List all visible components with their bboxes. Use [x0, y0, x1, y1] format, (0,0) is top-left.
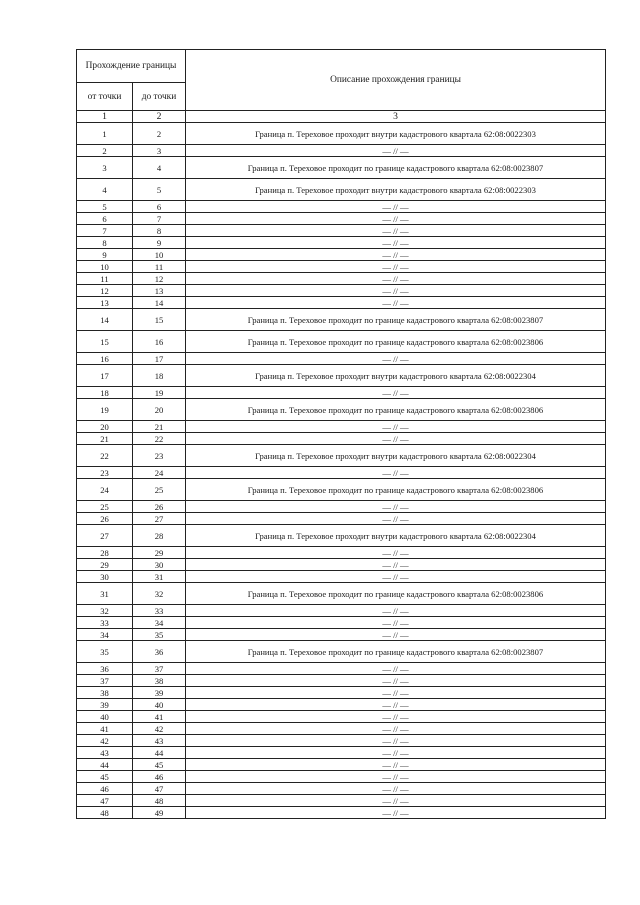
description-cell: — // —: [186, 605, 606, 617]
description-cell: Граница п. Тереховое проходит по границе кадастрового квартала 62:08:0023807: [186, 157, 606, 179]
to-point-cell: 46: [133, 771, 186, 783]
from-point-cell: 9: [77, 249, 133, 261]
from-point-cell: 44: [77, 759, 133, 771]
to-point-cell: 31: [133, 571, 186, 583]
to-point-cell: 22: [133, 433, 186, 445]
description-cell: — // —: [186, 237, 606, 249]
description-cell: — // —: [186, 735, 606, 747]
from-point-cell: 1: [77, 123, 133, 145]
table-row: [77, 547, 606, 559]
description-cell: — // —: [186, 629, 606, 641]
from-point-cell: 25: [77, 501, 133, 513]
table-row: [77, 157, 606, 179]
to-point-cell: 29: [133, 547, 186, 559]
to-point-cell: 12: [133, 273, 186, 285]
from-point-cell: 17: [77, 365, 133, 387]
table-row: [77, 309, 606, 331]
description-cell: — // —: [186, 285, 606, 297]
to-point-cell: 8: [133, 225, 186, 237]
from-point-cell: 43: [77, 747, 133, 759]
description-cell: Граница п. Тереховое проходит внутри кадастрового квартала 62:08:0022304: [186, 365, 606, 387]
table-row: [77, 513, 606, 525]
from-point-cell: 32: [77, 605, 133, 617]
to-point-cell: 26: [133, 501, 186, 513]
table-row: [77, 479, 606, 501]
table-row: [77, 353, 606, 365]
table-row: [77, 807, 606, 819]
to-point-cell: 40: [133, 699, 186, 711]
to-point-cell: 23: [133, 445, 186, 467]
to-point-cell: 21: [133, 421, 186, 433]
description-cell: — // —: [186, 747, 606, 759]
table-row: [77, 285, 606, 297]
to-point-cell: 48: [133, 795, 186, 807]
description-cell: — // —: [186, 547, 606, 559]
table-row: [77, 433, 606, 445]
table-row: [77, 201, 606, 213]
from-point-cell: 12: [77, 285, 133, 297]
description-cell: Граница п. Тереховое проходит по границе кадастрового квартала 62:08:0023807: [186, 641, 606, 663]
column-number-1: 1: [77, 111, 133, 123]
table-row: [77, 467, 606, 479]
table-row: [77, 399, 606, 421]
from-point-cell: 14: [77, 309, 133, 331]
boundary-description-table: [76, 49, 606, 819]
to-point-cell: 10: [133, 249, 186, 261]
table-row: [77, 699, 606, 711]
to-point-cell: 2: [133, 123, 186, 145]
from-point-cell: 45: [77, 771, 133, 783]
from-point-cell: 24: [77, 479, 133, 501]
description-cell: — // —: [186, 501, 606, 513]
from-point-cell: 5: [77, 201, 133, 213]
to-point-cell: 41: [133, 711, 186, 723]
from-point-cell: 47: [77, 795, 133, 807]
from-point-cell: 46: [77, 783, 133, 795]
from-point-cell: 31: [77, 583, 133, 605]
to-point-cell: 18: [133, 365, 186, 387]
to-point-cell: 36: [133, 641, 186, 663]
table-body: [77, 123, 606, 819]
from-point-cell: 6: [77, 213, 133, 225]
to-point-header: до точки: [133, 83, 186, 111]
table-row: [77, 365, 606, 387]
description-cell: Граница п. Тереховое проходит по границе кадастрового квартала 62:08:0023806: [186, 331, 606, 353]
from-point-cell: 8: [77, 237, 133, 249]
description-cell: Граница п. Тереховое проходит внутри кадастрового квартала 62:08:0022304: [186, 445, 606, 467]
description-cell: — // —: [186, 807, 606, 819]
from-point-cell: 38: [77, 687, 133, 699]
table-row: [77, 629, 606, 641]
description-cell: — // —: [186, 213, 606, 225]
from-point-cell: 18: [77, 387, 133, 399]
description-cell: — // —: [186, 617, 606, 629]
description-cell: Граница п. Тереховое проходит по границе кадастрового квартала 62:08:0023806: [186, 479, 606, 501]
to-point-cell: 24: [133, 467, 186, 479]
from-point-cell: 4: [77, 179, 133, 201]
description-cell: — // —: [186, 783, 606, 795]
description-cell: — // —: [186, 675, 606, 687]
from-point-cell: 39: [77, 699, 133, 711]
description-cell: — // —: [186, 353, 606, 365]
from-point-cell: 48: [77, 807, 133, 819]
description-cell: — // —: [186, 433, 606, 445]
description-cell: — // —: [186, 723, 606, 735]
to-point-cell: 28: [133, 525, 186, 547]
from-point-cell: 27: [77, 525, 133, 547]
from-point-cell: 28: [77, 547, 133, 559]
description-cell: — // —: [186, 201, 606, 213]
from-point-cell: 2: [77, 145, 133, 157]
description-cell: Граница п. Тереховое проходит внутри кадастрового квартала 62:08:0022303: [186, 179, 606, 201]
from-point-header: от точки: [77, 83, 133, 111]
to-point-cell: 15: [133, 309, 186, 331]
table-row: [77, 771, 606, 783]
to-point-cell: 34: [133, 617, 186, 629]
table-row: [77, 445, 606, 467]
to-point-cell: 9: [133, 237, 186, 249]
from-point-cell: 13: [77, 297, 133, 309]
table-row: [77, 795, 606, 807]
to-point-cell: 35: [133, 629, 186, 641]
table-row: [77, 145, 606, 157]
from-point-cell: 40: [77, 711, 133, 723]
from-point-cell: 37: [77, 675, 133, 687]
column-numbers-row: [77, 111, 606, 123]
description-header: Описание прохождения границы: [186, 50, 606, 111]
table-row: [77, 687, 606, 699]
table-row: [77, 213, 606, 225]
to-point-cell: 19: [133, 387, 186, 399]
from-point-cell: 7: [77, 225, 133, 237]
description-cell: — // —: [186, 261, 606, 273]
table-row: [77, 735, 606, 747]
table-row: [77, 225, 606, 237]
to-point-cell: 33: [133, 605, 186, 617]
description-cell: — // —: [186, 297, 606, 309]
to-point-cell: 3: [133, 145, 186, 157]
to-point-cell: 27: [133, 513, 186, 525]
to-point-cell: 4: [133, 157, 186, 179]
description-cell: — // —: [186, 771, 606, 783]
from-point-cell: 26: [77, 513, 133, 525]
to-point-cell: 39: [133, 687, 186, 699]
from-point-cell: 11: [77, 273, 133, 285]
to-point-cell: 37: [133, 663, 186, 675]
to-point-cell: 13: [133, 285, 186, 297]
table-row: [77, 249, 606, 261]
description-cell: — // —: [186, 467, 606, 479]
to-point-cell: 49: [133, 807, 186, 819]
column-number-2: 2: [133, 111, 186, 123]
from-point-cell: 16: [77, 353, 133, 365]
description-cell: — // —: [186, 421, 606, 433]
from-point-cell: 29: [77, 559, 133, 571]
table-row: [77, 675, 606, 687]
table-row: [77, 783, 606, 795]
to-point-cell: 44: [133, 747, 186, 759]
from-point-cell: 23: [77, 467, 133, 479]
description-cell: Граница п. Тереховое проходит по границе кадастрового квартала 62:08:0023806: [186, 583, 606, 605]
description-cell: Граница п. Тереховое проходит внутри кадастрового квартала 62:08:0022304: [186, 525, 606, 547]
table-row: [77, 605, 606, 617]
to-point-cell: 43: [133, 735, 186, 747]
to-point-cell: 25: [133, 479, 186, 501]
table-row: [77, 273, 606, 285]
description-cell: — // —: [186, 559, 606, 571]
from-point-cell: 34: [77, 629, 133, 641]
description-cell: — // —: [186, 387, 606, 399]
description-cell: — // —: [186, 225, 606, 237]
from-point-cell: 36: [77, 663, 133, 675]
to-point-cell: 6: [133, 201, 186, 213]
table-row: [77, 759, 606, 771]
table-row: [77, 711, 606, 723]
to-point-cell: 20: [133, 399, 186, 421]
description-cell: — // —: [186, 759, 606, 771]
table-row: [77, 747, 606, 759]
description-cell: — // —: [186, 699, 606, 711]
table-row: [77, 559, 606, 571]
to-point-cell: 45: [133, 759, 186, 771]
table-row: [77, 387, 606, 399]
table-row: [77, 723, 606, 735]
table-row: [77, 331, 606, 353]
table-row: [77, 663, 606, 675]
to-point-cell: 42: [133, 723, 186, 735]
table-row: [77, 179, 606, 201]
to-point-cell: 7: [133, 213, 186, 225]
description-cell: — // —: [186, 711, 606, 723]
column-number-3: 3: [186, 111, 606, 123]
table-header: [77, 50, 606, 123]
description-cell: Граница п. Тереховое проходит по границе кадастрового квартала 62:08:0023807: [186, 309, 606, 331]
description-cell: Граница п. Тереховое проходит по границе кадастрового квартала 62:08:0023806: [186, 399, 606, 421]
table-row: [77, 261, 606, 273]
table-row: [77, 641, 606, 663]
description-cell: — // —: [186, 145, 606, 157]
to-point-cell: 47: [133, 783, 186, 795]
table-row: [77, 583, 606, 605]
from-point-cell: 41: [77, 723, 133, 735]
table-row: [77, 501, 606, 513]
to-point-cell: 17: [133, 353, 186, 365]
from-point-cell: 19: [77, 399, 133, 421]
from-point-cell: 21: [77, 433, 133, 445]
description-cell: — // —: [186, 663, 606, 675]
to-point-cell: 5: [133, 179, 186, 201]
description-cell: — // —: [186, 513, 606, 525]
description-cell: Граница п. Тереховое проходит внутри кадастрового квартала 62:08:0022303: [186, 123, 606, 145]
from-point-cell: 35: [77, 641, 133, 663]
table-row: [77, 617, 606, 629]
table-row: [77, 123, 606, 145]
to-point-cell: 30: [133, 559, 186, 571]
description-cell: — // —: [186, 687, 606, 699]
from-point-cell: 15: [77, 331, 133, 353]
table-row: [77, 571, 606, 583]
from-point-cell: 20: [77, 421, 133, 433]
from-point-cell: 33: [77, 617, 133, 629]
table-row: [77, 525, 606, 547]
to-point-cell: 11: [133, 261, 186, 273]
from-point-cell: 3: [77, 157, 133, 179]
description-cell: — // —: [186, 249, 606, 261]
to-point-cell: 16: [133, 331, 186, 353]
description-cell: — // —: [186, 795, 606, 807]
table-row: [77, 297, 606, 309]
description-cell: — // —: [186, 273, 606, 285]
to-point-cell: 32: [133, 583, 186, 605]
from-point-cell: 10: [77, 261, 133, 273]
table-row: [77, 237, 606, 249]
to-point-cell: 14: [133, 297, 186, 309]
table-row: [77, 421, 606, 433]
from-point-cell: 22: [77, 445, 133, 467]
from-point-cell: 42: [77, 735, 133, 747]
to-point-cell: 38: [133, 675, 186, 687]
passage-header: Прохождение границы: [77, 50, 186, 83]
description-cell: — // —: [186, 571, 606, 583]
from-point-cell: 30: [77, 571, 133, 583]
